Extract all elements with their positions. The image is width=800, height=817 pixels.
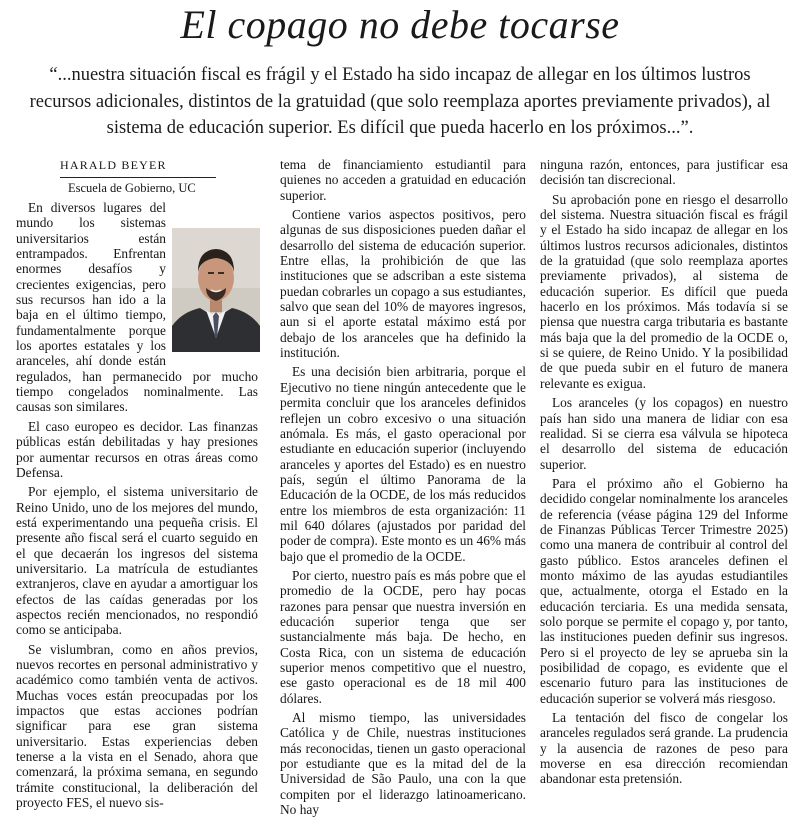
paragraph: tema de financiamiento estudiantil para quienes no acceden a gratuidad en educación superior. [280, 157, 526, 203]
paragraph: Por cierto, nuestro país es más pobre que el promedio de la OCDE, pero hay pocas razones para pensar que nuestra inversión en educación superior tenga que ser sustancialmente más baja. De hecho, en Costa Rica, con un sistema de educación superior menos competitivo que el nuestro, ese gasto operacional es de 18 mil 400 dólares. [280, 567, 526, 706]
paragraph: Se vislumbran, como en años previos, nuevos recortes en personal administrativo y académico como también venta de activos. Muchas voces están preocupadas por los impactos que estas acciones podrían significar para ese gran sistema universitario. Estas experiencias deben tenerse a la vista en el Senado, ahora que comenzará, la próxima semana, en segundo trámite constitucional, la deliberación del proyecto FES, el nuevo sis- [16, 641, 258, 811]
paragraph: Para el próximo año el Gobierno ha decidido congelar nominalmente los aranceles de referencia (véase página 129 del Informe de Finanzas Públicas Tercer Trimestre 2025) como una manera de contribuir al control del gasto público. Estos aranceles definen el monto máximo de las ayudas estudiantiles que, actualmente, otorga el Estado en la educación terciaria. Es una medida sensata, solo porque se permite el copago y, por tanto, las instituciones pueden definir sus ingresos. Pero si el proyecto de ley se aprueba sin la posibilidad de copago, es evidente que el escenario futuro para las instituciones de educación superior se volverá más riesgoso. [540, 475, 788, 706]
author-photo [172, 228, 260, 352]
paragraph: Su aprobación pone en riesgo el desarrollo del sistema. Nuestra situación fiscal es frágil y el Estado ha sido incapaz de allegar en los últimos lustros recursos adicionales, distintos de la gratuidad (que solo reemplaza aportes previamente privados), al sistema de educación superior. Es difícil que pueda hacerlo en los próximos. Más todavía si se piensa que nuestra carga tributaria es bastante más baja que la del promedio de la OCDE o, si se quiere, de Reino Unido. Y la posibilidad de que pueda subir en el futuro de manera relevante es exigua. [540, 191, 788, 391]
paragraph: Contiene varios aspectos positivos, pero algunas de sus disposiciones pueden dañar el desarrollo del sistema de educación superior. Entre ellas, la prohibición de que las instituciones que se adscriban a este sistema puedan cobrarles un copago a sus estudiantes, salvo que sean del 10% de mayores ingresos, aun si el aporte estatal máximo está por debajo de los aranceles que ha definido la institución. [280, 207, 526, 361]
author-name: HARALD BEYER [60, 157, 216, 178]
paragraph: Por ejemplo, el sistema universitario de Reino Unido, uno de los mejores del mundo, está experimentando una pequeña crisis. El presente año fiscal será el cuarto seguido en el que decaerán los ingresos del sistema universitario. La matrícula de estudiantes extranjeros, clave en ayudar a amortiguar los efectos de las caídas generadas por los aspectos recién mencionados, no respondió como se anticipaba. [16, 484, 258, 638]
article-headline: El copago no debe tocarse [180, 2, 620, 47]
paragraph: Es una decisión bien arbitraria, porque el Ejecutivo no tiene ningún antecedente que le permita concluir que los aranceles definidos reflejen un cobro excesivo o una situación anómala. Es más, el gasto operacional por estudiante en educación superior (incluyendo aranceles y aportes del Estado) es en nuestro país, según el último Panorama de la Educación de la OCDE, de los más reducidos entre los miembros de esta organización: 11 mil 640 dólares (ajustados por paridad del poder de compra). Este monto es un 46% más bajo que el promedio de la OCDE. [280, 364, 526, 564]
pull-quote: “...nuestra situación fiscal es frágil y el Estado ha sido incapaz de allegar en los últimos lustros recursos adicionales, distintos de la gratuidad (que solo reemplaza aportes previamente privados), al sistema de educación superior. Es difícil que pueda hacerlo en los próximos...”. [29, 65, 771, 138]
paragraph: Al mismo tiempo, las universidades Católica y de Chile, nuestras instituciones más reconocidas, tienen un gasto operacional por estudiante que es la mitad del de la Universidad de São Paulo, una con la que compiten por el liderazgo latinoamericano. No hay [280, 710, 526, 817]
article-column-2 [280, 157, 526, 817]
author-portrait-image [172, 228, 260, 352]
paragraph: ninguna razón, entonces, para justificar esa decisión tan discrecional. [540, 157, 788, 188]
article-column-1 [16, 200, 258, 810]
paragraph: La tentación del fisco de congelar los aranceles regulados será grande. La prudencia y la ausencia de razones de peso para moverse en esa dirección recomiendan abandonar esta pretensión. [540, 710, 788, 787]
paragraph: En diversos lugares del mundo los sistemas universitarios están entrampados. Enfrentan enormes desafíos y crecientes exigencias, pero sus recursos han ido a la baja en el último tiempo, fundamentalmente porque los aportes estatales y los aranceles, ahí donde están regulados, han permanecido por mucho tiempo congelados nominalmente. Las causas son similares. [16, 200, 258, 415]
paragraph: Los aranceles (y los copagos) en nuestro país han sido una manera de lidiar con esa realidad. Si se cierra esa válvula se hipoteca el desarrollo del sistema de educación superior. [540, 395, 788, 472]
article-column-3 [540, 157, 788, 787]
paragraph: El caso europeo es decidor. Las finanzas públicas están debilitadas y hay presiones por aumentar recursos en otras áreas como Defensa. [16, 418, 258, 480]
author-affiliation: Escuela de Gobierno, UC [68, 181, 196, 195]
byline [60, 156, 260, 198]
